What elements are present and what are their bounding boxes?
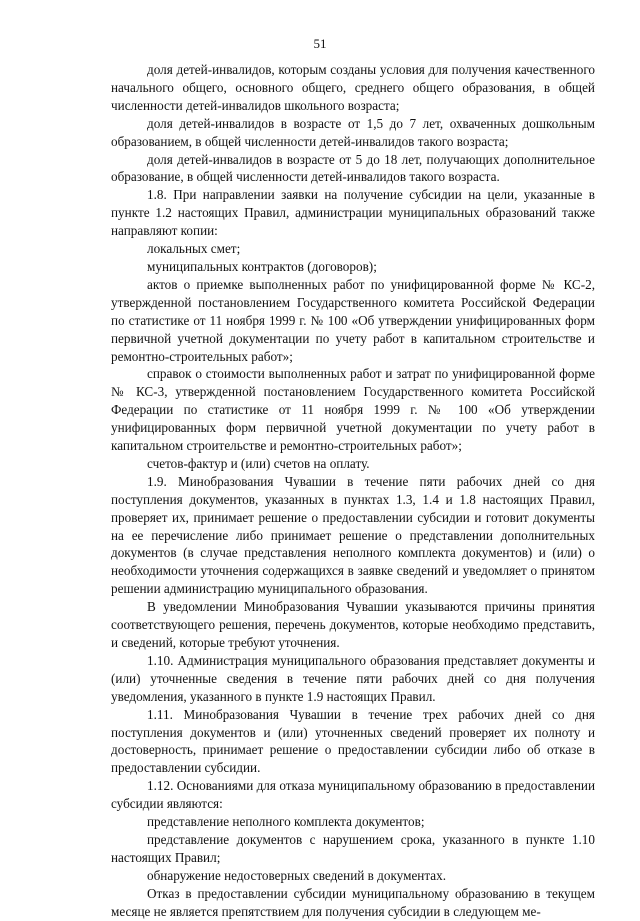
paragraph: справок о стоимости выполненных работ и затрат по унифицированной форме № КС-3, утвержденной постановлением Государственного комитета Российской Федерации по статистике от 11 ноября 1999 г. № 100 «Об утверждении унифицированных форм первичной учетной документации по учету работ в капитальном строительстве и ремонтно-строительных работ»;	[111, 366, 595, 454]
paragraph: 1.8. При направлении заявки на получение субсидии на цели, указанные в пункте 1.2 настоящих Правил, администрации муниципальных образований также направляют копии:	[111, 187, 595, 239]
paragraph: доля детей-инвалидов, которым созданы условия для получения качественного начального общего, основного общего, среднего общего образования, в общей численности детей-инвалидов школьного возраста;	[111, 62, 595, 113]
paragraph: доля детей-инвалидов в возрасте от 5 до 18 лет, получающих дополнительное образование, в общей численности детей-инвалидов такого возраста.	[111, 151, 595, 185]
paragraph: 1.11. Минобразования Чувашии в течение трех рабочих дней со дня поступления документов и (или) уточненных сведений проверяет их полноту и достоверность, принимает решение о предоставлении субсидии либо об отказе в предоставлении субсидии.	[111, 706, 595, 776]
document-body	[111, 61, 595, 921]
paragraph: локальных смет;	[147, 241, 241, 257]
paragraph: В уведомлении Минобразования Чувашии указываются причины принятия соответствующего решения, перечень документов, которые необходимо представить, и сведений, которые требуют уточнения.	[111, 599, 595, 650]
paragraph: обнаружение недостоверных сведений в документах.	[147, 867, 447, 883]
paragraph: представление документов с нарушением срока, указанного в пункте 1.10 настоящих Правил;	[111, 831, 595, 865]
paragraph: Отказ в предоставлении субсидии муниципальному образованию в текущем месяце не является препятствием для получения субсидии в следующем ме-	[111, 885, 595, 919]
paragraph: актов о приемке выполненных работ по унифицированной форме № КС-2, утвержденной постановлением Государственного комитета Российской Федерации по статистике от 11 ноября 1999 г. № 100 «Об утверждении унифицированных форм первичной учетной документации по учету работ в капитальном строительстве и ремонтно-строительных работ»;	[111, 276, 595, 364]
page-number: 51	[313, 36, 327, 51]
paragraph: представление неполного комплекта документов;	[147, 814, 425, 830]
paragraph: доля детей-инвалидов в возрасте от 1,5 до 7 лет, охваченных дошкольным образованием, в общей численности детей-инвалидов такого возраста;	[111, 115, 595, 149]
paragraph: 1.10. Администрация муниципального образования представляет документы и (или) уточненные сведения в течение пяти рабочих дней со дня получения уведомления, указанного в пункте 1.9 настоящих Правил.	[111, 652, 595, 704]
paragraph: счетов-фактур и (или) счетов на оплату.	[147, 455, 370, 471]
paragraph: 1.9. Минобразования Чувашии в течение пяти рабочих дней со дня поступления документов, указанных в пунктах 1.3, 1.4 и 1.8 настоящих Правил, проверяет их, принимает решение о предоставлении субсидии и готовит документы на ее перечисление либо принимает решение о представлении дополнительных документов (в случае представления неполного комплекта документов) и (или) о необходимости уточнения содержащихся в заявке сведений и уведомляет о принятом решении администрацию муниципального образования.	[111, 473, 595, 597]
paragraph: 1.12. Основаниями для отказа муниципальному образованию в предоставлении субсидии являются:	[111, 778, 595, 812]
paragraph: муниципальных контрактов (договоров);	[147, 258, 377, 274]
